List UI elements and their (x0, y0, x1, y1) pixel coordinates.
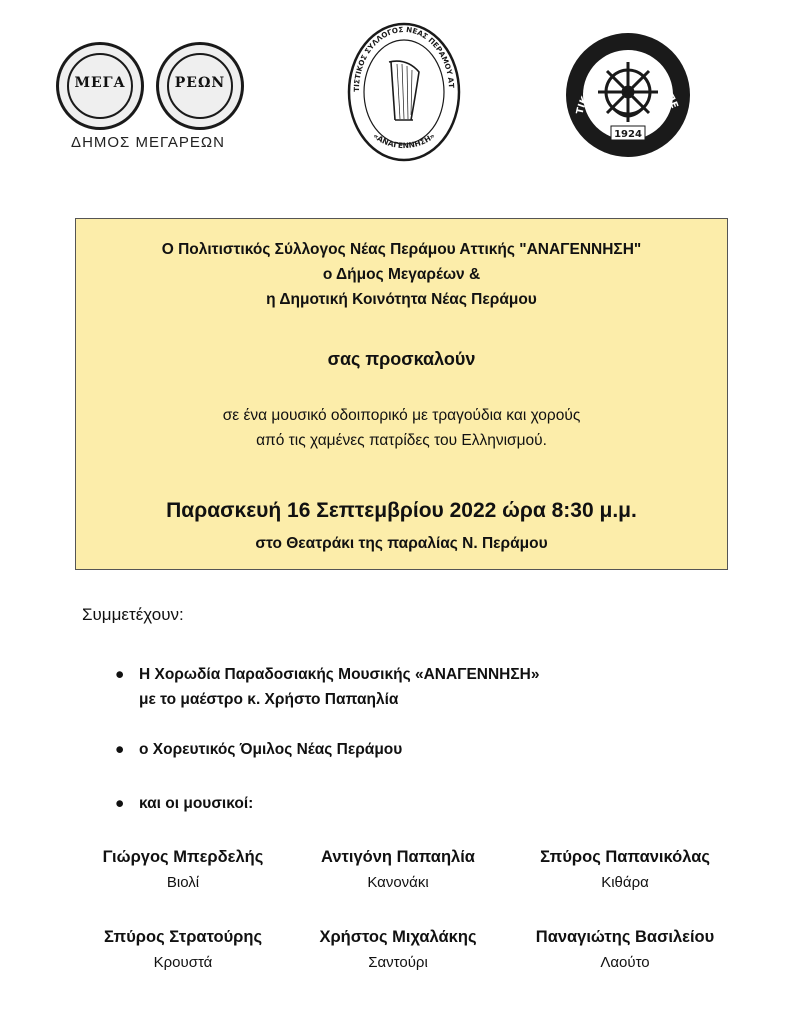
musician-name: Αντιγόνη Παπαηλία (321, 848, 475, 866)
musician-instrument: Κρουστά (153, 954, 213, 971)
bullet-icon: ● (115, 741, 125, 758)
participant-musicians-intro: και οι μουσικοί: (139, 795, 254, 812)
musician-instrument: Σαντούρι (368, 954, 428, 971)
invite-heading: σας προσκαλούν (327, 349, 476, 369)
event-venue: στο Θεατράκι της παραλίας Ν. Περάμου (255, 535, 548, 552)
ship-wheel-anchor-icon (598, 62, 658, 122)
participants-heading: Συμμετέχουν: (82, 605, 184, 624)
bullet-icon: ● (115, 795, 125, 812)
organizer-line-3: η Δημοτική Κοινότητα Νέας Περάμου (266, 291, 537, 308)
list-item (115, 737, 402, 762)
list-item (115, 791, 253, 816)
musician-instrument: Βιολί (166, 874, 200, 891)
koinotita-year: 1924 (614, 129, 642, 140)
invitation-panel (75, 218, 728, 570)
musician-card (63, 928, 303, 971)
organizer-line-2: ο Δήμος Μεγαρέων & (322, 266, 481, 283)
musician-instrument: Κιθάρα (601, 874, 649, 891)
participant-dance-group: ο Χορευτικός Όμιλος Νέας Περάμου (139, 741, 403, 758)
anagennisi-emblem (345, 20, 463, 170)
musician-card (278, 928, 518, 971)
musician-instrument: Κανονάκι (367, 874, 429, 891)
anagennisi-logo (345, 20, 463, 170)
harp-icon (389, 61, 419, 120)
koinotita-peramou-logo (563, 30, 693, 160)
anagennisi-bottom-text: «ΑΝΑΓΕΝΝΗΣΗ» (371, 131, 437, 151)
description-line-1: σε ένα μουσικό οδοιπορικό με τραγούδια και χορούς (222, 407, 581, 424)
musician-name: Χρήστος Μιχαλάκης (319, 928, 477, 946)
organizer-line-1: Ο Πολιτιστικός Σύλλογος Νέας Περάμου Αττικής "ΑΝΑΓΕΝΝΗΣΗ" (161, 241, 642, 258)
musician-name: Σπύρος Στρατούρης (103, 928, 263, 946)
coin-right-icon (156, 42, 244, 130)
bullet-icon: ● (115, 666, 125, 683)
dimos-megareon-logo (48, 42, 248, 162)
svg-text:ΠΟΛΙΤΙΣΤΙΚΟΣ ΣΥΛΛΟΓΟΣ ΝΕΑΣ ΠΕΡ (345, 20, 456, 92)
musician-card (63, 848, 303, 891)
musician-card (278, 848, 518, 891)
musician-card (505, 848, 745, 891)
description-line-2: από τις χαμένες πατρίδες του Ελληνισμού. (256, 432, 547, 449)
participant-choir-conductor: με το μαέστρο κ. Χρήστο Παπαηλία (139, 691, 399, 708)
coin-left-text: ΜΕΓΑ (74, 75, 126, 91)
musician-name: Γιώργος Μπερδελής (102, 848, 264, 866)
coin-left-icon (56, 42, 144, 130)
coin-right-text: ΡΕΩΝ (174, 75, 226, 91)
musician-card (505, 928, 745, 971)
musician-name: Παναγιώτης Βασιλείου (535, 928, 715, 946)
event-datetime: Παρασκευή 16 Σεπτεμβρίου 2022 ώρα 8:30 μ.μ. (166, 499, 637, 522)
anagennisi-ring-text: ΤΙΣΤΙΚΟΣ ΣΥΛΛΟΓΟΣ ΝΕΑΣ ΠΕΡΑΜΟΥ ΑΤ (351, 24, 457, 92)
musician-instrument: Λαούτο (600, 954, 650, 971)
list-item (115, 662, 540, 712)
participant-choir: Η Χορωδία Παραδοσιακής Μουσικής «ΑΝΑΓΕΝΝΗΣΗ» (139, 666, 540, 683)
koinotita-emblem (563, 30, 693, 160)
koinotita-ring-text: ΤΙΚΗ ΚΟΙΝΟΤΗΤΑ Ν. ΠΕ (574, 67, 680, 116)
musician-name: Σπύρος Παπανικόλας (540, 848, 710, 866)
dimos-megareon-label: ΔΗΜΟΣ ΜΕΓΑΡΕΩΝ (71, 134, 225, 151)
